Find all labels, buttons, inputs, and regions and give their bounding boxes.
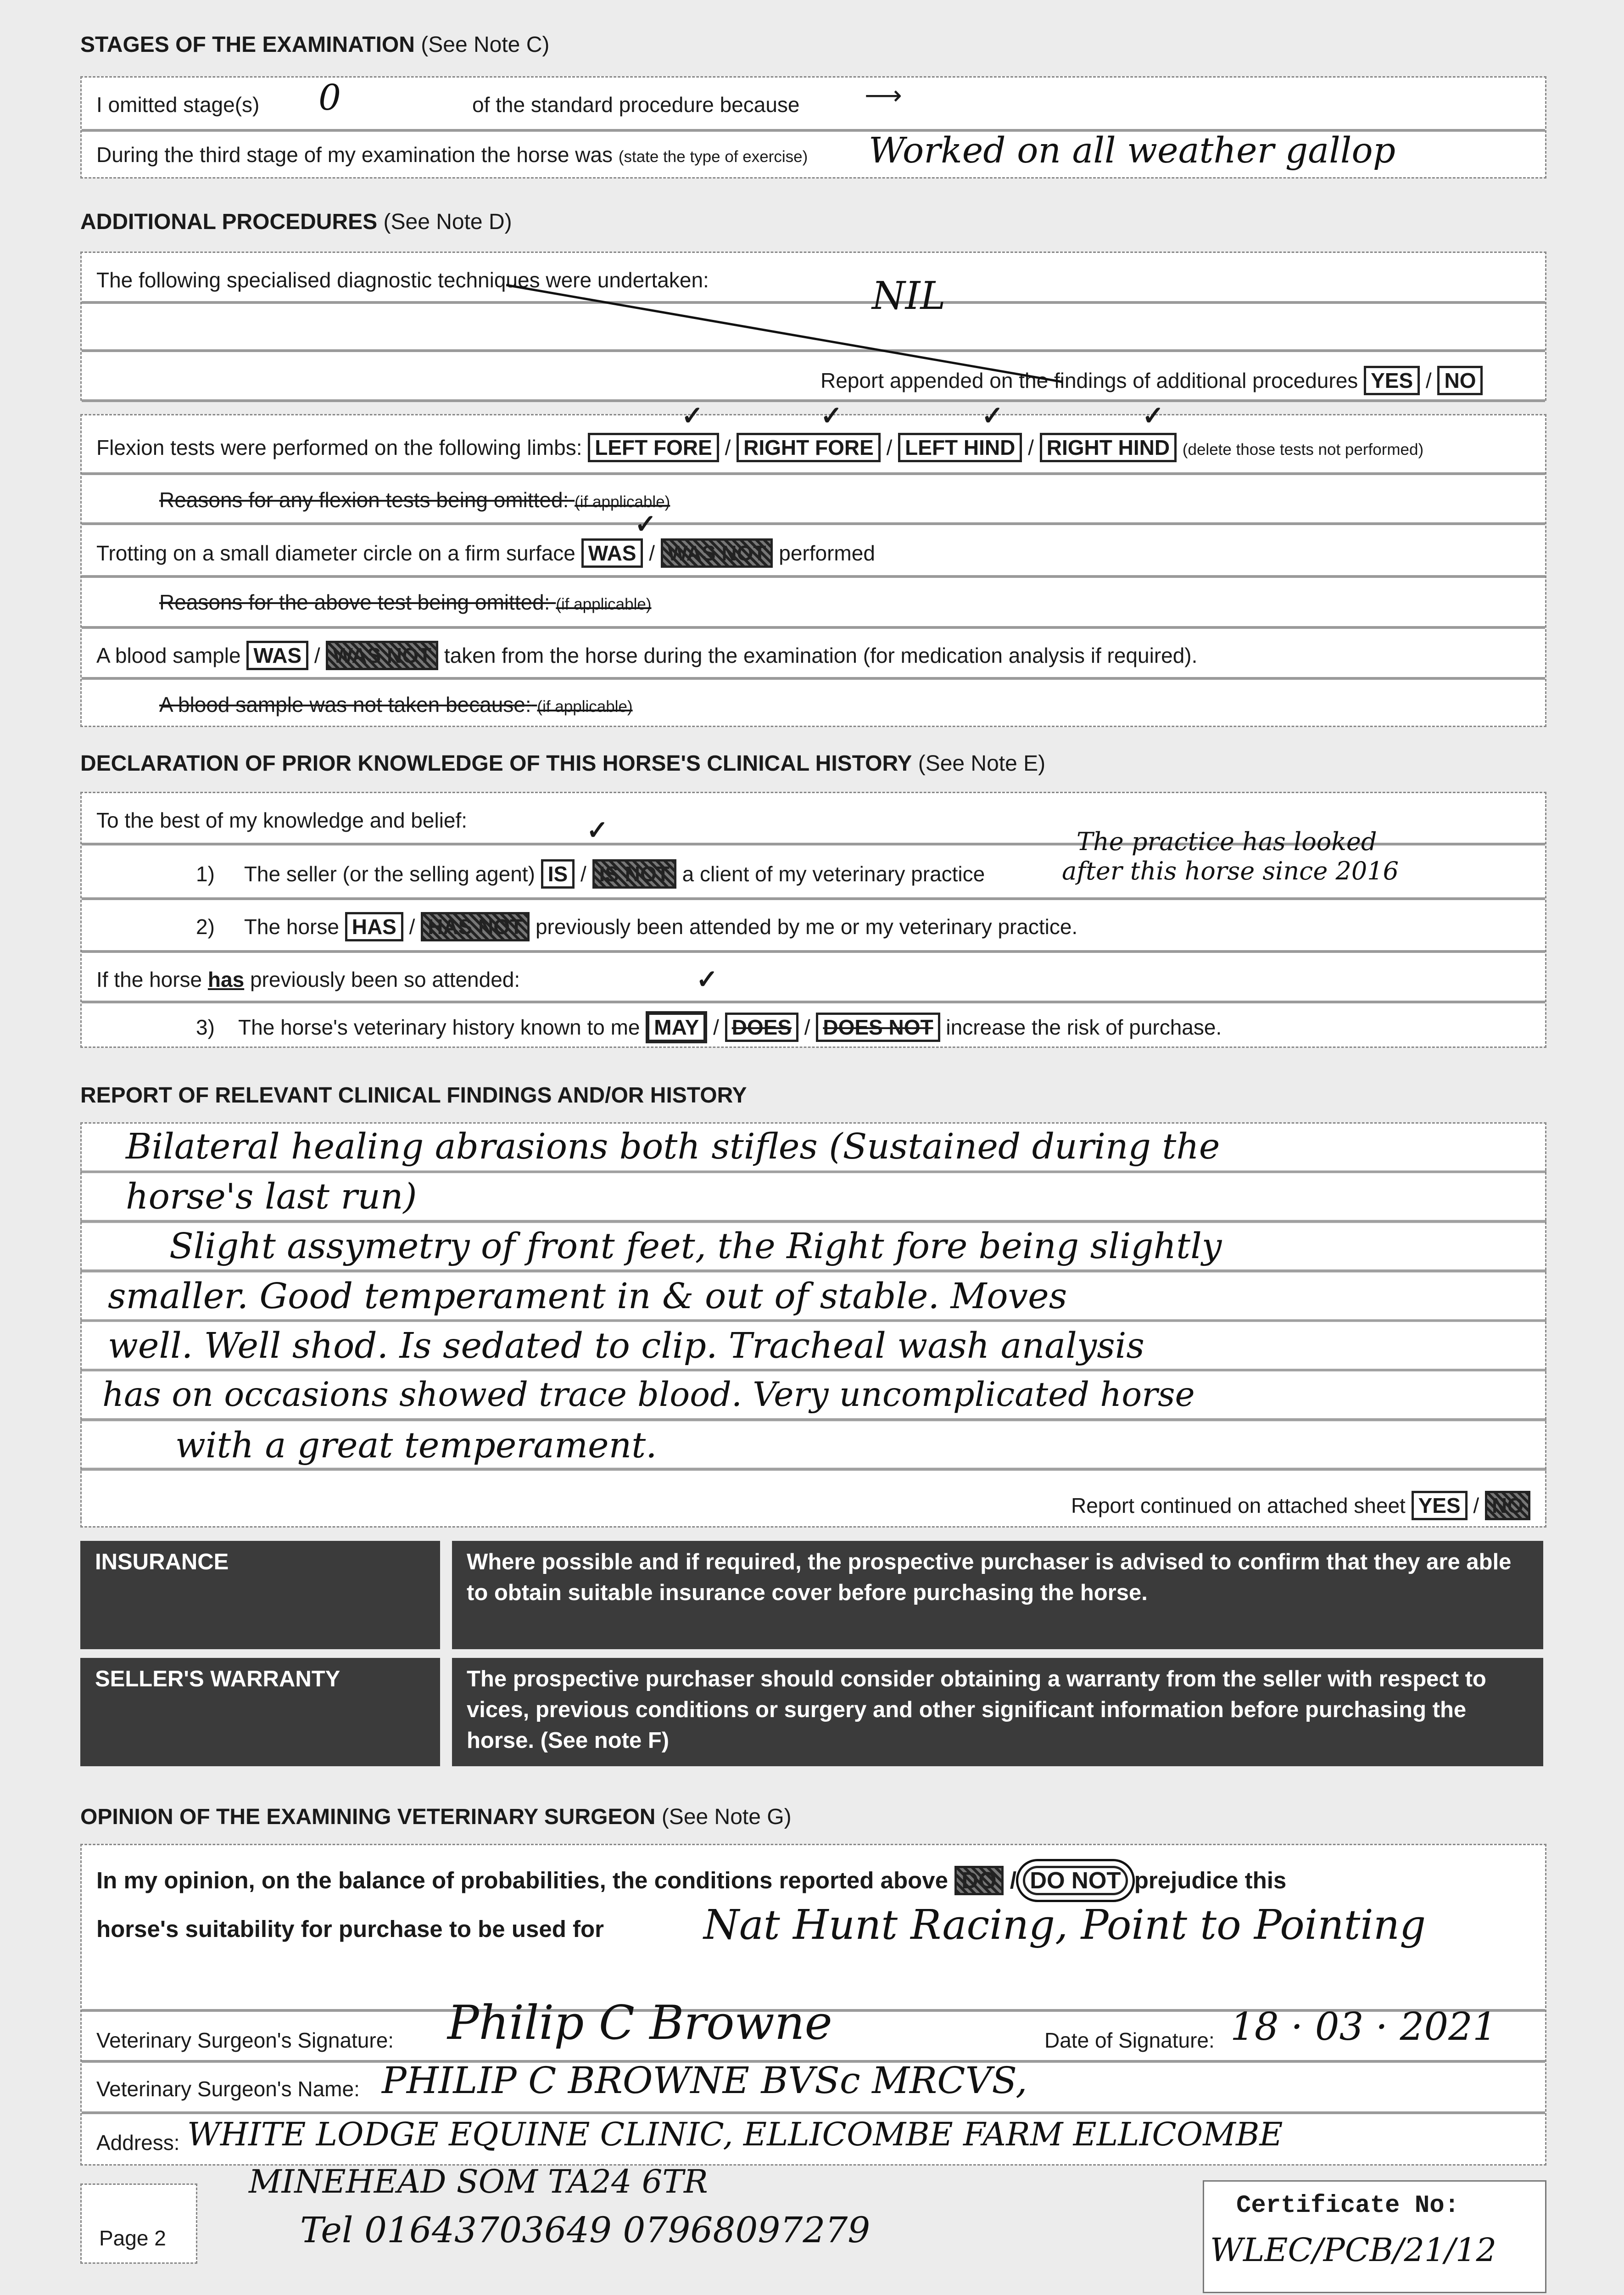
declaration-header: DECLARATION OF PRIOR KNOWLEDGE OF THIS HORSE'S CLINICAL HISTORY (See Note E) [80,751,1046,776]
additional-header: ADDITIONAL PROCEDURES (See Note D) [80,210,512,234]
flexion-label: Flexion tests were performed on the following limbs: LEFT FORE / RIGHT FORE / LEFT HIND / RIGHT HIND (delete those tests not performed) [96,433,1423,462]
has-option[interactable]: HAS [345,912,403,941]
diagnostic-value[interactable]: NIL [872,274,946,318]
tick-icon: ✓ [982,401,1004,431]
if-attended: If the horse has previously been so attended: [96,968,520,991]
trot-line: Trotting on a small diameter circle on a firm surface WAS / WAS NOT performed [96,538,875,568]
arrow-mark: ⟶ [865,81,902,110]
signature[interactable]: Philip C Browne [447,1996,832,2050]
tick-icon: ✓ [696,965,718,994]
continued-yes[interactable]: YES [1412,1491,1468,1520]
report-box [80,1122,1546,1528]
tick-icon: ✓ [820,401,843,431]
tick-icon: ✓ [586,816,608,845]
does-not-option[interactable]: DOES NOT [816,1013,940,1042]
report-header: REPORT OF RELEVANT CLINICAL FINDINGS AND/OR HISTORY [80,1083,747,1108]
opinion-line1: In my opinion, on the balance of probabilities, the conditions reported above DO / DO NOT prejudice this [96,1866,1286,1895]
insurance-title: INSURANCE [80,1541,440,1649]
opinion-box [80,1844,1546,2166]
report-line[interactable]: Bilateral healing abrasions both stifles (Sustained during the [126,1126,1220,1167]
report-line[interactable]: has on occasions showed trace blood. Very uncomplicated horse [102,1375,1195,1414]
q3-line: 3) The horse's veterinary history known to me MAY / DOES / DOES NOT increase the risk of purchase. [196,1011,1222,1043]
limb-right-fore[interactable]: RIGHT FORE [737,433,881,462]
date-label: Date of Signature: [1044,2028,1215,2052]
trot-reason: Reasons for the above test being omitted: (if applicable) [159,590,652,614]
blood-reason: A blood sample was not taken because: (if applicable) [159,693,633,716]
tick-icon: ✓ [1142,401,1164,431]
certificate-box [1203,2180,1546,2293]
third-stage-label: During the third stage of my examination the horse was (state the type of exercise) [96,143,808,167]
report-line[interactable]: Slight assymetry of front feet, the Right fore being slightly [169,1226,1222,1267]
omitted-suffix: of the standard procedure because [472,93,800,117]
do-option[interactable]: DO [954,1866,1004,1895]
strike-line [506,282,1091,385]
page-number-box [80,2183,197,2264]
diagnostic-box [80,252,1546,401]
do-not-option[interactable]: DO NOT [1023,1866,1127,1895]
name-label: Veterinary Surgeon's Name: [96,2077,360,2101]
declaration-box [80,792,1546,1048]
limb-left-fore[interactable]: LEFT FORE [588,433,719,462]
does-option[interactable]: DOES [725,1013,798,1042]
opinion-line2: horse's suitability for purchase to be used for [96,1916,604,1942]
warranty-text: The prospective purchaser should consider obtaining a warranty from the seller with respect to vices, previous conditions or surgery and other significant information before purchasing the horse. (See note F) [452,1658,1543,1766]
opinion-header: OPINION OF THE EXAMINING VETERINARY SURGEON (See Note G) [80,1805,792,1829]
report-line[interactable]: well. Well shod. Is sedated to clip. Tracheal wash analysis [108,1326,1144,1366]
blood-line: A blood sample WAS / WAS NOT taken from the horse during the examination (for medication analysis if required). [96,641,1197,670]
warranty-title: SELLER'S WARRANTY [80,1658,440,1766]
blood-was-not-option[interactable]: WAS NOT [326,641,438,670]
report-line[interactable]: with a great temperament. [175,1425,657,1466]
limb-right-hind[interactable]: RIGHT HIND [1040,433,1177,462]
q2-line: 2) The horse HAS / HAS NOT previously been attended by me or my veterinary practice. [196,912,1077,941]
stages-header: STAGES OF THE EXAMINATION (See Note C) [80,33,550,57]
address-label: Address: [96,2131,180,2155]
flexion-reason: Reasons for any flexion tests being omitted: (if applicable) [159,488,670,512]
omitted-value[interactable]: 0 [318,78,341,118]
no-option[interactable]: NO [1437,366,1483,395]
tick-icon: ✓ [635,509,657,539]
tests-box [80,401,1546,727]
address-line2[interactable]: MINEHEAD SOM TA24 6TR [249,2163,708,2200]
limb-left-hind[interactable]: LEFT HIND [898,433,1022,462]
was-option[interactable]: WAS [581,538,643,568]
declaration-intro: To the best of my knowledge and belief: [96,808,468,832]
phone-numbers[interactable]: Tel 01643703649 07968097279 [300,2210,871,2251]
page-number: Page 2 [99,2226,166,2250]
stages-box [80,76,1546,179]
has-not-option[interactable]: HAS NOT [421,912,530,941]
continued-no[interactable]: NO [1485,1491,1530,1520]
is-not-option[interactable]: IS NOT [592,859,676,889]
certificate-label: Certificate No: [1236,2192,1460,2220]
signature-label: Veterinary Surgeon's Signature: [96,2028,394,2052]
diagnostic-label: The following specialised diagnostic techniques were undertaken: [96,268,709,292]
tick-icon: ✓ [681,401,703,431]
q1-line: 1) The seller (or the selling agent) IS / IS NOT a client of my veterinary practice [196,859,985,889]
insurance-text: Where possible and if required, the prospective purchaser is advised to confirm that they are able to obtain suitable insurance cover before purchasing the horse. [452,1541,1543,1649]
third-stage-value[interactable]: Worked on all weather gallop [869,130,1396,171]
may-option[interactable]: MAY [646,1011,707,1043]
report-line[interactable]: smaller. Good temperament in & out of stable. Moves [108,1276,1067,1317]
report-line[interactable]: horse's last run) [126,1176,417,1217]
certificate-number[interactable]: WLEC/PCB/21/12 [1210,2231,1497,2269]
report-appended: Report appended on the findings of additional procedures YES / NO [820,366,1483,395]
yes-option[interactable]: YES [1364,366,1420,395]
is-option[interactable]: IS [541,859,575,889]
intended-use[interactable]: Nat Hunt Racing, Point to Pointing [703,1901,1426,1948]
q1-note-line2[interactable]: after this horse since 2016 [1062,856,1399,885]
was-not-option[interactable]: WAS NOT [661,538,773,568]
q1-note-line1[interactable]: The practice has looked [1077,827,1377,856]
blood-was-option[interactable]: WAS [246,641,308,670]
omitted-label: I omitted stage(s) [96,93,260,117]
report-continued: Report continued on attached sheet YES / NO [1071,1491,1530,1520]
date-value[interactable]: 18 · 03 · 2021 [1230,2004,1497,2049]
name-value[interactable]: PHILIP C BROWNE BVSc MRCVS, [382,2059,1027,2102]
address-line1[interactable]: WHITE LODGE EQUINE CLINIC, ELLICOMBE FARM ELLICOMBE [187,2116,1283,2153]
